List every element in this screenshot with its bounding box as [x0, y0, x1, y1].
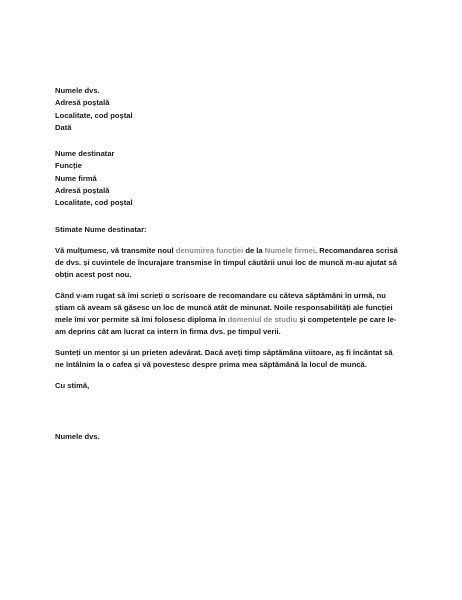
body-paragraph-3 — [55, 347, 407, 371]
recipient-address: Adresă poștală — [55, 185, 110, 195]
paragraph-line: obțin acest post nou. — [55, 270, 132, 280]
text-run: . Recomandarea scrisă — [314, 246, 398, 255]
closing: Cu stimă, — [55, 381, 90, 390]
paragraph-text — [55, 245, 407, 281]
sender-address: Adresă poștală — [55, 98, 110, 108]
placeholder-field-of-study: domeniul de studiu — [227, 315, 298, 325]
paragraph-line — [55, 245, 407, 257]
paragraph-line: am deprins cât am lucrat ca intern în firma dvs. pe timpul verii. — [55, 327, 281, 337]
sender-name: Numele dvs. — [55, 86, 100, 95]
body-paragraph-1 — [55, 245, 407, 281]
recipient-company: Nume firmă — [55, 173, 97, 183]
paragraph-text — [55, 347, 407, 371]
sender-block — [55, 85, 407, 134]
paragraph-line: ne întâlnim la o cafea și vă povestesc despre prima mea săptămână la locul de muncă. — [55, 360, 367, 370]
paragraph-line — [55, 314, 407, 326]
paragraph-line: Sunteți un mentor și un prieten adevărat. Dacă aveți timp săptămâna viitoare, aș fi încântat să — [55, 348, 393, 357]
recipient-name: Nume destinatar — [55, 149, 115, 158]
recipient-city: Localitate, cod poștal — [55, 198, 133, 208]
paragraph-line: de dvs. și cuvintele de încurajare transmise în timpul căutării unui loc de muncă m-au ajutat să — [55, 258, 397, 268]
text-run: de la — [243, 246, 265, 255]
paragraph-line: Când v-am rugat să îmi scrieți o scrisoare de recomandare cu câteva săptămâni în urmă, nu — [55, 291, 386, 300]
placeholder-company-name: Numele firmei — [264, 246, 315, 255]
signature-name: Numele dvs. — [55, 432, 100, 441]
text-run: și competențele pe care le- — [297, 315, 397, 325]
sender-date: Dată — [55, 122, 72, 132]
sender-city: Localitate, cod poștal — [55, 110, 133, 120]
placeholder-job-title: denumirea funcției — [175, 246, 244, 255]
text-run: Vă mulțumesc, vă transmite noul — [55, 246, 176, 255]
salutation-block — [55, 224, 407, 236]
recipient-block — [55, 148, 407, 209]
text-run: mele îmi vor permite să îmi folosesc diploma în — [55, 315, 228, 325]
salutation: Stimate Nume destinatar: — [55, 225, 147, 234]
paragraph-text — [55, 290, 407, 338]
recipient-title: Funcție — [55, 161, 83, 171]
body-paragraph-2 — [55, 290, 407, 338]
signature-block — [55, 431, 407, 443]
paragraph-line: știam că aveam să găsesc un loc de muncă atât de minunat. Noile responsabilități ale funcției — [55, 303, 393, 313]
closing-block — [55, 380, 407, 392]
